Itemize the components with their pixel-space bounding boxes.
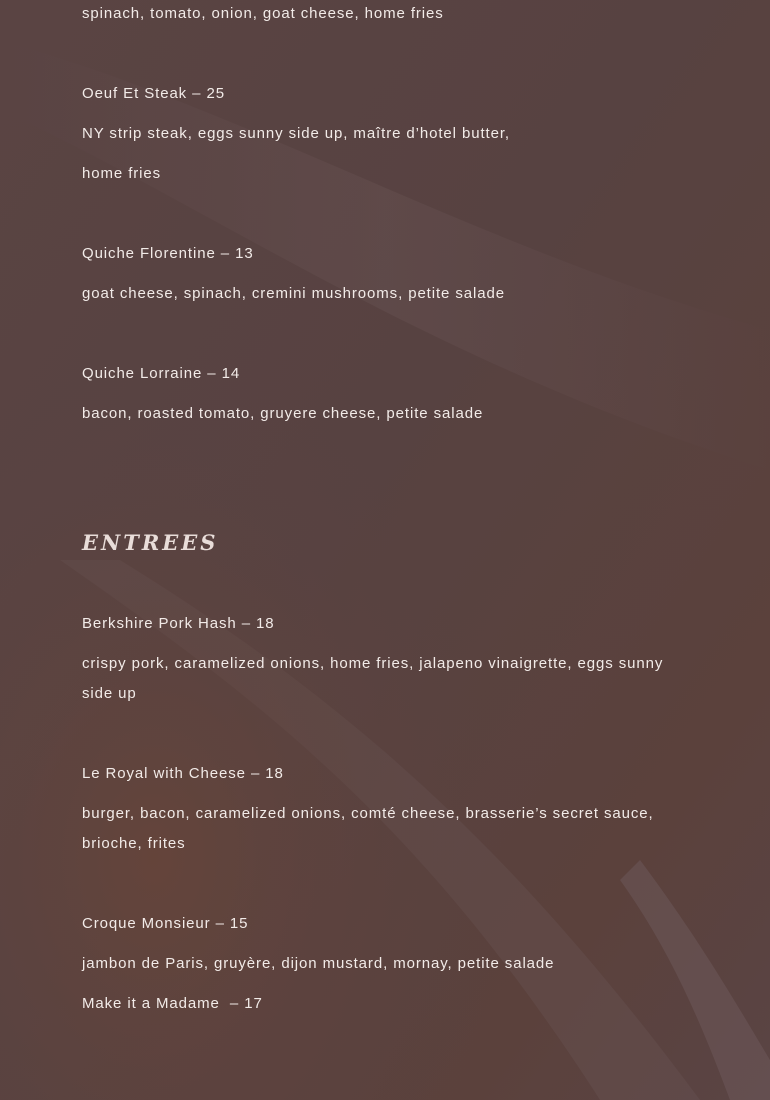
- menu-item-description: NY strip steak, eggs sunny side up, maître d’hotel butter,: [82, 125, 510, 142]
- menu-item-description: bacon, roasted tomato, gruyere cheese, petite salade: [82, 405, 484, 422]
- section-heading-entrees: ENTREES: [82, 530, 219, 555]
- menu-item-title: Berkshire Pork Hash – 18: [82, 615, 275, 632]
- menu-item-description: crispy pork, caramelized onions, home fries, jalapeno vinaigrette, eggs sunny side up: [82, 655, 664, 702]
- menu-item-extra: Make it a Madame – 17: [82, 995, 263, 1012]
- menu-item-title: Quiche Lorraine – 14: [82, 365, 241, 382]
- menu-item-title: Croque Monsieur – 15: [82, 915, 249, 932]
- menu-item-description: burger, bacon, caramelized onions, comté cheese, brasserie’s secret sauce, brioche, frites: [82, 805, 654, 852]
- menu-item-description: jambon de Paris, gruyère, dijon mustard, mornay, petite salade: [82, 955, 555, 972]
- menu-item-description: spinach, tomato, onion, goat cheese, home fries: [82, 5, 444, 22]
- menu-item-title: Oeuf Et Steak – 25: [82, 85, 225, 102]
- menu-item-title: Quiche Florentine – 13: [82, 245, 254, 262]
- menu-item-description: goat cheese, spinach, cremini mushrooms, petite salade: [82, 285, 505, 302]
- menu-item-description: home fries: [82, 165, 162, 182]
- menu-item-title: Le Royal with Cheese – 18: [82, 765, 284, 782]
